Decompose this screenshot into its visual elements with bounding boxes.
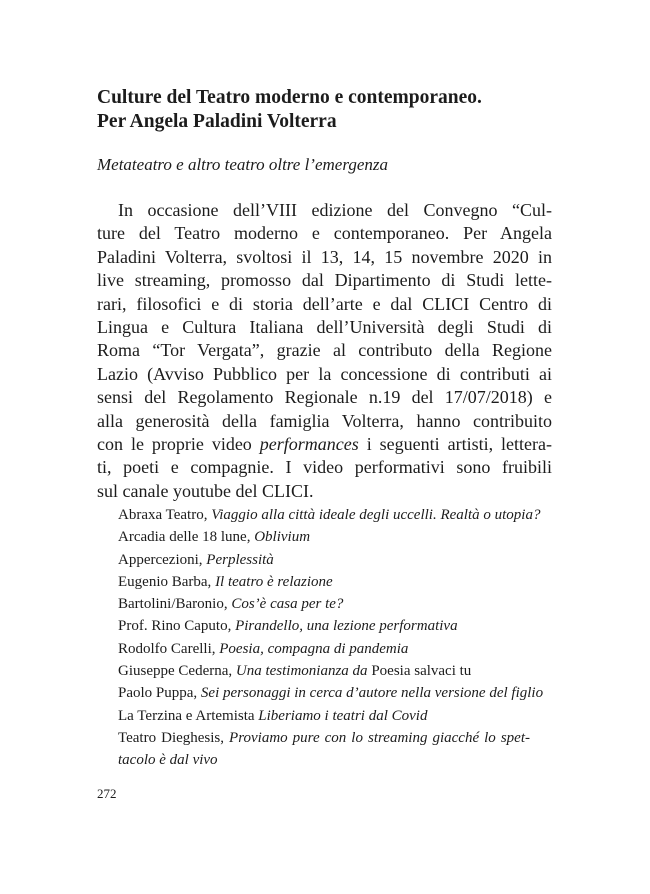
performance-title: Oblivium: [254, 529, 311, 546]
paragraph-line: ture del Teatro moderno e contemporaneo. Per Angela: [97, 223, 552, 244]
performer-name: Appercezioni,: [118, 551, 207, 568]
chapter-title-line-1: Culture del Teatro moderno e contemporaneo.: [97, 87, 482, 108]
section-subtitle: Metateatro e altro teatro oltre l’emergenza: [97, 155, 388, 174]
paragraph-line: sul canale youtube del CLICI.: [97, 480, 314, 501]
performer-name: Giuseppe Cederna,: [118, 663, 236, 680]
chapter-title: [97, 86, 567, 134]
performer-name: Teatro Dieghesis,: [118, 729, 230, 746]
performance-title: Il teatro è relazione: [215, 573, 333, 590]
paragraph-line: [97, 433, 552, 456]
performance-title: Una testimonianza da: [235, 663, 368, 680]
performer-entry: [118, 571, 538, 593]
performance-title: Viaggio alla città ideale degli uccelli. Realtà o utopia?: [211, 507, 541, 523]
paragraph-text: con le proprie video: [97, 434, 260, 455]
performance-title-upright: Poesia salvaci tu: [367, 663, 472, 680]
performer-name: La Terzina e Artemista: [118, 707, 259, 724]
performers-list: [118, 504, 544, 772]
paragraph-line: alla generosità della famiglia Volterra, hanno contribuito: [97, 410, 552, 431]
performer-name: Prof. Rino Caputo,: [118, 618, 236, 635]
paragraph-line: rari, filosofici e di storia dell’arte e dal CLICI Centro di: [97, 293, 552, 314]
performance-title: Perplessità: [206, 551, 274, 568]
performance-title: Cos’è casa per te?: [231, 596, 344, 613]
performance-title: Poesia, compagna di pandemia: [219, 640, 409, 657]
performance-title: Liberiamo i teatri dal Covid: [258, 707, 428, 724]
performer-name: Abraxa Teatro,: [118, 507, 212, 523]
performance-title: Sei personaggi in cerca d’autore nella versione del figlio: [200, 685, 544, 702]
paragraph-line: Lingua e Cultura Italiana dell’Università degli Studi di: [97, 317, 552, 338]
performer-entry: [118, 504, 541, 526]
body-paragraph: [97, 199, 552, 503]
performer-name: Eugenio Barba,: [118, 573, 216, 590]
performer-entry: [118, 705, 538, 727]
paragraph-text: i seguenti artisti, lettera-: [358, 434, 552, 455]
paragraph-line: ti, poeti e compagnie. I video performativi sono fruibili: [97, 457, 552, 478]
performer-entry: [118, 593, 538, 615]
performance-title: Pirandello, una lezione performativa: [235, 618, 458, 635]
performer-name: Rodolfo Carelli,: [118, 640, 220, 657]
performer-entry: [118, 682, 544, 704]
paragraph-line: Lazio (Avviso Pubblico per la concessione di contributi ai: [97, 363, 552, 384]
paragraph-italic-term: performances: [259, 434, 359, 455]
paragraph-line: In occasione dell’VIII edizione del Convegno “Cul-: [118, 200, 552, 220]
performer-entry: [118, 727, 530, 749]
performer-name: Paolo Puppa,: [118, 685, 201, 702]
paragraph-line: Paladini Volterra, svoltosi il 13, 14, 15 novembre 2020 in: [97, 246, 552, 267]
performer-name: Arcadia delle 18 lune,: [118, 529, 255, 546]
performer-entry: [118, 526, 538, 548]
paragraph-line: live streaming, promosso dal Dipartimento di Studi lette-: [97, 270, 552, 291]
performer-entry: [118, 660, 538, 682]
chapter-title-line-2: Per Angela Paladini Volterra: [97, 111, 337, 132]
performance-title: Proviamo pure con lo streaming giacché lo spet-: [229, 729, 530, 746]
performer-entry: [118, 638, 538, 660]
page-number: 272: [97, 786, 117, 801]
performer-entry: [118, 615, 538, 637]
paragraph-line: Roma “Tor Vergata”, grazie al contributo della Regione: [97, 340, 552, 361]
paragraph-line: sensi del Regolamento Regionale n.19 del 17/07/2018) e: [97, 387, 552, 408]
performer-name: Bartolini/Baronio,: [118, 596, 232, 613]
performer-entry: [118, 549, 538, 571]
performance-title-continuation: tacolo è dal vivo: [118, 752, 218, 769]
